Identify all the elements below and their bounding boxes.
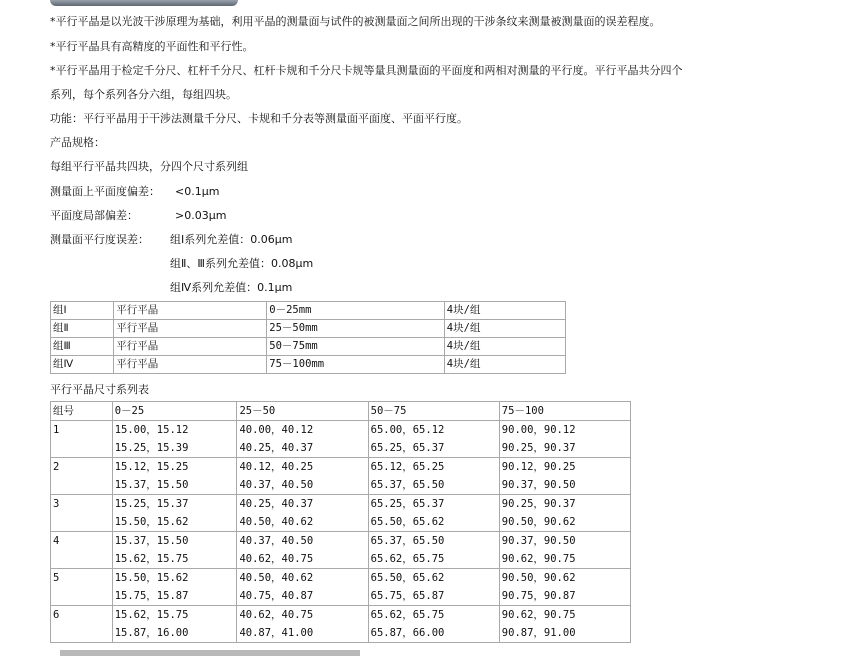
size-table-cell xyxy=(237,458,368,495)
size-table-cell xyxy=(237,569,368,606)
size-table-row xyxy=(51,606,631,643)
size-value: 90.50，90.62 xyxy=(501,572,576,584)
size-value: 15.50，15.62 xyxy=(114,572,189,584)
group-table-cell: 4块/组 xyxy=(444,302,565,320)
spec-heading: 产品规格： xyxy=(50,136,105,149)
group-table-cell: 平行平晶 xyxy=(114,320,267,338)
size-value: 15.12，15.25 xyxy=(114,461,189,473)
group-table-cell: 平行平晶 xyxy=(114,302,267,320)
size-table-header: 25－50 xyxy=(237,402,368,421)
size-value: 90.12，90.25 xyxy=(501,461,576,473)
size-value: 40.50，40.62 xyxy=(239,572,314,584)
intro-line-4: 系列，每个系列各分六组，每组四块。 xyxy=(50,88,237,101)
size-value: 40.25，40.37 xyxy=(239,498,314,510)
size-value: 65.25，65.37 xyxy=(370,498,445,510)
size-value: 40.25，40.37 xyxy=(239,442,314,454)
size-value: 40.37，40.50 xyxy=(239,479,314,491)
size-table-header: 0－25 xyxy=(112,402,237,421)
size-table-row xyxy=(51,532,631,569)
group-table-row xyxy=(51,356,566,374)
size-value: 65.75，65.87 xyxy=(370,590,445,602)
flatness-label: 测量面上平面度偏差： xyxy=(50,185,160,198)
group-table-row xyxy=(51,338,566,356)
size-table-caption: 平行平晶尺寸系列表 xyxy=(50,383,149,396)
size-value: 15.50，15.62 xyxy=(114,516,189,528)
size-table-cell xyxy=(368,421,499,458)
size-value: 65.25，65.37 xyxy=(370,442,445,454)
size-value: 40.62，40.75 xyxy=(239,553,314,565)
group-table-cell: 4块/组 xyxy=(444,320,565,338)
size-table-row xyxy=(51,458,631,495)
size-table-cell xyxy=(368,606,499,643)
size-table-cell xyxy=(499,532,630,569)
size-value: 65.00，65.12 xyxy=(370,424,445,436)
size-table-cell xyxy=(237,495,368,532)
size-table-header: 组号 xyxy=(51,402,113,421)
size-table-cell xyxy=(499,569,630,606)
size-table-cell xyxy=(237,421,368,458)
group-table-cell: 50－75mm xyxy=(267,338,445,356)
size-table-cell xyxy=(112,458,237,495)
intro-line-1: *平行平晶是以光波干涉原理为基础，利用平晶的测量面与试件的被测量面之间所出现的干涉条纹来测量被测量面的误差程度。 xyxy=(50,15,661,28)
size-table-cell xyxy=(112,421,237,458)
size-value: 15.37，15.50 xyxy=(114,535,189,547)
group-table-cell: 组Ⅲ xyxy=(51,338,114,356)
size-table-cell xyxy=(368,569,499,606)
parallel-label: 测量面平行度误差： xyxy=(50,233,149,246)
flatness-value: <0.1μm xyxy=(175,185,220,198)
size-value: 90.37，90.50 xyxy=(501,535,576,547)
size-value: 65.50，65.62 xyxy=(370,516,445,528)
size-table-row xyxy=(51,569,631,606)
size-value: 65.12，65.25 xyxy=(370,461,445,473)
size-table-row xyxy=(51,495,631,532)
size-table-cell xyxy=(112,606,237,643)
size-table-header: 50－75 xyxy=(368,402,499,421)
group-table xyxy=(50,301,566,374)
size-table-cell xyxy=(237,532,368,569)
parallel-value-3: 组Ⅳ系列允差值：0.1μm xyxy=(170,281,293,294)
size-value: 15.25，15.39 xyxy=(114,442,189,454)
group-table-cell: 组Ⅰ xyxy=(51,302,114,320)
size-table-cell xyxy=(499,495,630,532)
size-table-group-id: 4 xyxy=(51,532,113,569)
size-table-cell xyxy=(368,495,499,532)
size-table-cell xyxy=(499,458,630,495)
size-value: 40.50，40.62 xyxy=(239,516,314,528)
size-value: 15.62，15.75 xyxy=(114,553,189,565)
size-table-group-id: 1 xyxy=(51,421,113,458)
size-value: 40.87，41.00 xyxy=(239,627,314,639)
group-table-cell: 75－100mm xyxy=(267,356,445,374)
size-value: 15.87，16.00 xyxy=(114,627,189,639)
local-value: >0.03μm xyxy=(175,209,227,222)
function-line: 功能：平行平晶用于干涉法测量千分尺、卡规和千分表等测量面平面度、平面平行度。 xyxy=(50,112,468,125)
group-table-cell: 25－50mm xyxy=(267,320,445,338)
size-table-head xyxy=(51,402,631,421)
size-value: 15.25，15.37 xyxy=(114,498,189,510)
size-table-cell xyxy=(112,532,237,569)
size-value: 65.37，65.50 xyxy=(370,479,445,491)
size-value: 65.62，65.75 xyxy=(370,609,445,621)
size-value: 40.37，40.50 xyxy=(239,535,314,547)
group-table-row xyxy=(51,320,566,338)
product-image-bottom xyxy=(60,650,360,656)
size-table-cell xyxy=(237,606,368,643)
group-table-row xyxy=(51,302,566,320)
size-table-cell xyxy=(499,421,630,458)
size-table-cell xyxy=(368,458,499,495)
size-table-group-id: 6 xyxy=(51,606,113,643)
size-table-cell xyxy=(368,532,499,569)
group-table-cell: 平行平晶 xyxy=(114,338,267,356)
spec-summary: 每组平行平晶共四块，分四个尺寸系列组 xyxy=(50,160,248,173)
size-value: 40.62，40.75 xyxy=(239,609,314,621)
size-value: 65.62，65.75 xyxy=(370,553,445,565)
size-table-body xyxy=(51,421,631,643)
group-table-cell: 组Ⅳ xyxy=(51,356,114,374)
size-value: 15.75，15.87 xyxy=(114,590,189,602)
group-table-cell: 4块/组 xyxy=(444,356,565,374)
size-table-cell xyxy=(112,495,237,532)
group-table-cell: 0－25mm xyxy=(267,302,445,320)
size-value: 15.62，15.75 xyxy=(114,609,189,621)
size-table-group-id: 5 xyxy=(51,569,113,606)
intro-line-2: *平行平晶具有高精度的平面性和平行性。 xyxy=(50,40,254,53)
size-value: 90.25，90.37 xyxy=(501,442,576,454)
size-table-group-id: 2 xyxy=(51,458,113,495)
size-table-group-id: 3 xyxy=(51,495,113,532)
size-value: 90.62，90.75 xyxy=(501,553,576,565)
group-table-cell: 4块/组 xyxy=(444,338,565,356)
size-value: 65.87，66.00 xyxy=(370,627,445,639)
size-table-cell xyxy=(112,569,237,606)
size-table-cell xyxy=(499,606,630,643)
size-value: 40.75，40.87 xyxy=(239,590,314,602)
group-table-cell: 平行平晶 xyxy=(114,356,267,374)
product-image-top xyxy=(50,0,238,6)
intro-line-3: *平行平晶用于检定千分尺、杠杆千分尺、杠杆卡规和千分尺卡规等量具测量面的平面度和两相对测量的平行度。平行平晶共分四个 xyxy=(50,64,683,77)
size-value: 65.37，65.50 xyxy=(370,535,445,547)
size-table-header: 75－100 xyxy=(499,402,630,421)
group-table-cell: 组Ⅱ xyxy=(51,320,114,338)
size-value: 15.37，15.50 xyxy=(114,479,189,491)
size-table xyxy=(50,401,631,643)
size-value: 90.25，90.37 xyxy=(501,498,576,510)
group-table-body xyxy=(51,302,566,374)
size-value: 40.00，40.12 xyxy=(239,424,314,436)
size-table-row xyxy=(51,421,631,458)
local-label: 平面度局部偏差： xyxy=(50,209,138,222)
size-value: 90.87，91.00 xyxy=(501,627,576,639)
parallel-spec xyxy=(50,233,292,247)
size-table-header-row xyxy=(51,402,631,421)
local-flatness-spec xyxy=(50,209,226,223)
size-value: 90.00，90.12 xyxy=(501,424,576,436)
size-value: 90.50，90.62 xyxy=(501,516,576,528)
size-value: 90.37，90.50 xyxy=(501,479,576,491)
size-value: 90.75，90.87 xyxy=(501,590,576,602)
size-value: 65.50，65.62 xyxy=(370,572,445,584)
parallel-value-2: 组Ⅱ、Ⅲ系列允差值：0.08μm xyxy=(170,257,314,270)
size-value: 40.12，40.25 xyxy=(239,461,314,473)
parallel-value-1: 组Ⅰ系列允差值：0.06μm xyxy=(170,233,293,246)
size-value: 90.62，90.75 xyxy=(501,609,576,621)
size-value: 15.00，15.12 xyxy=(114,424,189,436)
flatness-spec xyxy=(50,185,219,199)
